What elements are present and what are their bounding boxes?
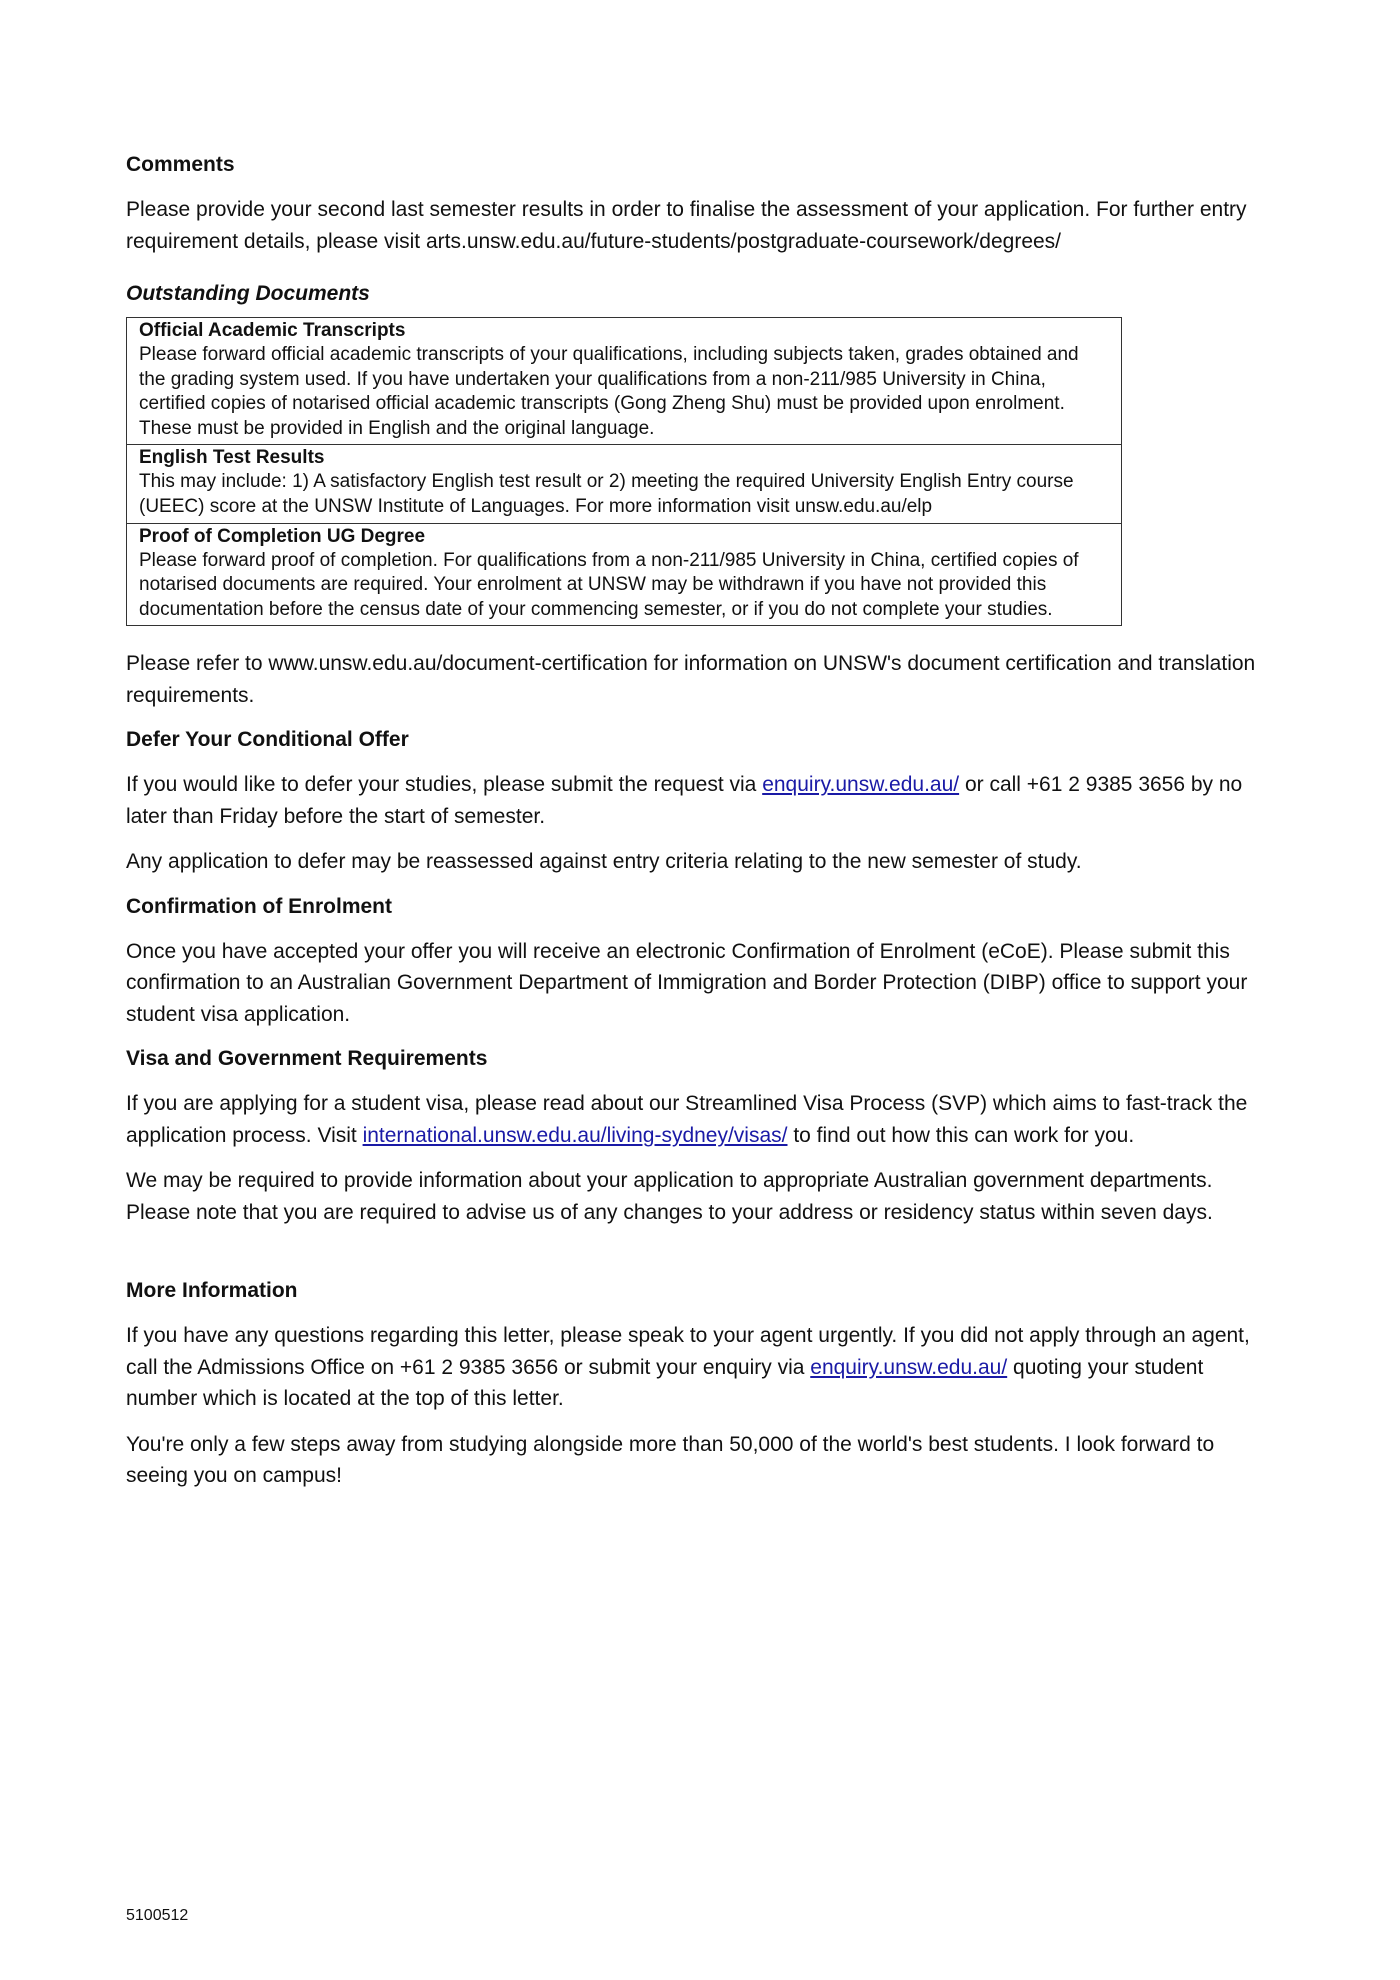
- enquiry-link[interactable]: enquiry.unsw.edu.au/: [762, 773, 960, 797]
- comments-text: Please provide your second last semester results in order to finalise the assessment of your application. For further entry requirement details, please visit arts.unsw.edu.au/future-students/postgraduate-coursework/degrees/: [126, 198, 1247, 253]
- visa-paragraph: If you are applying for a student visa, please read about our Streamlined Visa Process (SVP) which aims to fast-track the application process. Visit international.unsw.edu.au/living-sydney/visas/ to find out how this can work for you.: [126, 1092, 1248, 1147]
- visa-government-text: We may be required to provide information about your application to appropriate Australian government departments. Please note that you are required to advise us of any changes to your address or residency status within seven days.: [126, 1169, 1213, 1224]
- visa-heading: Visa and Government Requirements: [126, 1047, 488, 1071]
- document-code: 5100512: [126, 1907, 189, 1924]
- enquiry-link[interactable]: enquiry.unsw.edu.au/: [810, 1355, 1008, 1379]
- more-information-heading: More Information: [126, 1279, 298, 1303]
- defer-paragraph: If you would like to defer your studies, please submit the request via enquiry.unsw.edu.au/ or call +61 2 9385 3656 by no later than Friday before the start of semester.: [126, 773, 1243, 828]
- document-title: Official Academic Transcripts: [139, 320, 406, 341]
- letter-page: [126, 150, 1266, 1506]
- document-description: This may include: 1) A satisfactory English test result or 2) meeting the required University English Entry course (UEEC) score at the UNSW Institute of Languages. For more information visit unsw.edu.au/elp: [139, 471, 1074, 517]
- more-information-paragraph: If you have any questions regarding this letter, please speak to your agent urgently. If you did not apply through an agent, call the Admissions Office on +61 2 9385 3656 or submit your enquiry via enquiry.unsw.edu.au/ quoting your student number which is located at the top of this letter.: [126, 1324, 1250, 1411]
- certification-reference-text: Please refer to www.unsw.edu.au/document-certification for information on UNSW's document certification and translation requirements.: [126, 652, 1256, 707]
- defer-reassess-text: Any application to defer may be reassessed against entry criteria relating to the new semester of study.: [126, 850, 1082, 874]
- document-row: [127, 523, 1122, 626]
- document-description: Please forward official academic transcripts of your qualifications, including subjects taken, grades obtained and the grading system used. If you have undertaken your qualifications from a non-211/985 University in China, certified copies of notarised official academic transcripts (Gong Zheng Shu) must be provided upon enrolment. These must be provided in English and the original language.: [139, 344, 1079, 439]
- outstanding-documents-table: [126, 317, 1122, 626]
- visas-link[interactable]: international.unsw.edu.au/living-sydney/visas/: [362, 1123, 788, 1147]
- document-description: Please forward proof of completion. For qualifications from a non-211/985 University in China, certified copies of notarised documents are required. Your enrolment at UNSW may be withdrawn if you have not provided this documentation before the census date of your commencing semester, or if you do not complete your studies.: [139, 549, 1079, 620]
- document-row: [127, 445, 1122, 523]
- comments-heading: Comments: [126, 153, 235, 176]
- outstanding-documents-heading: Outstanding Documents: [126, 282, 370, 305]
- coe-heading: Confirmation of Enrolment: [126, 894, 392, 918]
- document-title: English Test Results: [139, 447, 325, 469]
- closing-text: You're only a few steps away from studying alongside more than 50,000 of the world's best students. I look forward to seeing you on campus!: [126, 1432, 1215, 1488]
- document-title: Proof of Completion UG Degree: [139, 525, 426, 547]
- coe-text: Once you have accepted your offer you will receive an electronic Confirmation of Enrolment (eCoE). Please submit this confirmation to an Australian Government Department of Immigration and Border Protection (DIBP) office to support your student visa application.: [126, 939, 1248, 1026]
- document-row: [127, 318, 1122, 445]
- defer-heading: Defer Your Conditional Offer: [126, 728, 409, 752]
